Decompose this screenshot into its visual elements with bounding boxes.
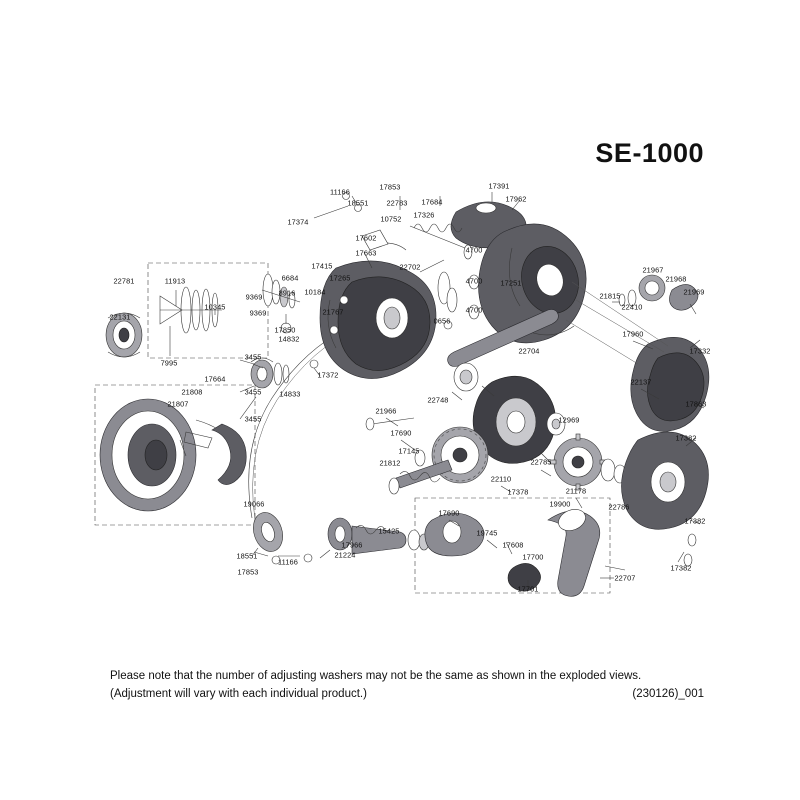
part-label-21807: 21807 <box>167 399 189 409</box>
part-label-17608: 17608 <box>502 540 524 550</box>
part-label-17391: 17391 <box>488 181 510 191</box>
part-label-21178: 21178 <box>565 486 587 496</box>
part-label-17853b: 17853 <box>237 567 259 577</box>
part-label-22783: 22783 <box>386 198 408 208</box>
part-label-18551a: 18551 <box>347 198 369 208</box>
part-label-11166b: 11166 <box>278 557 298 567</box>
part-label-4700a: 4700 <box>465 245 483 255</box>
part-label-22110: 22110 <box>490 474 512 484</box>
part-label-21969: 21969 <box>683 287 705 297</box>
part-label-22137: 22137 <box>630 377 652 387</box>
part-label-17684: 17684 <box>421 197 443 207</box>
note-line-1: Please note that the number of adjusting washers may not be the same as shown in the exploded views. <box>110 670 642 682</box>
part-label-22748: 22748 <box>427 395 449 405</box>
part-label-17372: 17372 <box>317 370 339 380</box>
part-label-22781: 22781 <box>113 276 135 286</box>
part-label-17332a: 17332 <box>689 346 711 356</box>
part-label-17960: 17960 <box>622 329 644 339</box>
part-label-21224: 21224 <box>334 550 356 560</box>
part-label-21967: 21967 <box>642 265 664 275</box>
part-label-8916: 8916 <box>278 288 296 298</box>
part-label-18551b: 18551 <box>236 551 258 561</box>
part-label-15425: 15425 <box>378 526 400 536</box>
part-label-3455a: 3455 <box>244 352 262 362</box>
part-label-3455c: 3455 <box>244 414 262 424</box>
part-label-19745: 19745 <box>476 528 498 538</box>
part-label-10752: 10752 <box>380 214 402 224</box>
part-label-17382b: 17382 <box>684 516 706 526</box>
part-label-14833: 14833 <box>279 389 301 399</box>
part-label-21966a: 21966 <box>375 406 397 416</box>
part-label-17378: 17378 <box>507 487 529 497</box>
part-label-4700b: 4700 <box>465 276 483 286</box>
part-label-17664: 17664 <box>204 374 226 384</box>
part-label-17962: 17962 <box>505 194 527 204</box>
part-label-17415: 17415 <box>311 261 333 271</box>
part-label-3455b: 3455 <box>244 387 262 397</box>
part-label-17326: 17326 <box>413 210 435 220</box>
part-label-22702: 22702 <box>399 262 421 272</box>
part-label-7995: 7995 <box>160 358 178 368</box>
part-label-22786: 22786 <box>608 502 630 512</box>
part-label-4700c: 4700 <box>465 305 483 315</box>
part-label-11913: 11913 <box>164 276 186 286</box>
part-label-17701: 17701 <box>517 584 539 594</box>
part-label-17374: 17374 <box>287 217 309 227</box>
part-label-21815: 21815 <box>599 291 621 301</box>
part-label-17663: 17663 <box>355 248 377 258</box>
part-label-17145: 17145 <box>398 446 420 456</box>
part-label-21968: 21968 <box>665 274 687 284</box>
part-label-14832: 14832 <box>278 334 300 344</box>
part-label-17602: 17602 <box>355 233 377 243</box>
part-label-22707: 22707 <box>614 573 636 583</box>
part-label-19066: 19066 <box>243 499 265 509</box>
part-label-21808: 21808 <box>181 387 203 397</box>
part-label-10345: 10345 <box>204 302 226 312</box>
document-id: (230126)_001 <box>632 688 704 700</box>
part-label-17966: 17966 <box>341 540 363 550</box>
part-label-17690b: 17690 <box>438 508 460 518</box>
part-label-17850: 17850 <box>274 325 296 335</box>
note-line-2: (Adjustment will vary with each individual product.) <box>110 688 367 700</box>
part-label-17863: 17863 <box>685 399 707 409</box>
part-label-21767: 21767 <box>322 307 344 317</box>
part-label-17690: 17690 <box>390 428 412 438</box>
part-label-6684: 6684 <box>281 273 299 283</box>
part-label-17382c: 17382 <box>670 563 692 573</box>
part-label-17700: 17700 <box>522 552 544 562</box>
part-label-22410: 22410 <box>621 302 643 312</box>
part-label-17382a: 17382 <box>675 433 697 443</box>
part-label-11166a: 11166 <box>330 187 350 197</box>
part-label-12969: 12969 <box>558 415 580 425</box>
part-label-22785: 22785 <box>530 457 552 467</box>
part-label-22704: 22704 <box>518 346 540 356</box>
part-label-0656: 0656 <box>433 316 451 326</box>
part-label-21812: 21812 <box>379 458 401 468</box>
part-label-22131: 22131 <box>109 312 131 322</box>
part-label-17265: 17265 <box>329 273 351 283</box>
part-label-17251: 17251 <box>500 278 522 288</box>
part-label-17853a: 17853 <box>379 182 401 192</box>
part-label-19900: 19900 <box>549 499 571 509</box>
part-label-10184: 10184 <box>304 287 326 297</box>
page-title: SE-1000 <box>595 138 704 168</box>
part-label-9369a: 9369 <box>245 292 263 302</box>
part-label-9369b: 9369 <box>249 308 267 318</box>
